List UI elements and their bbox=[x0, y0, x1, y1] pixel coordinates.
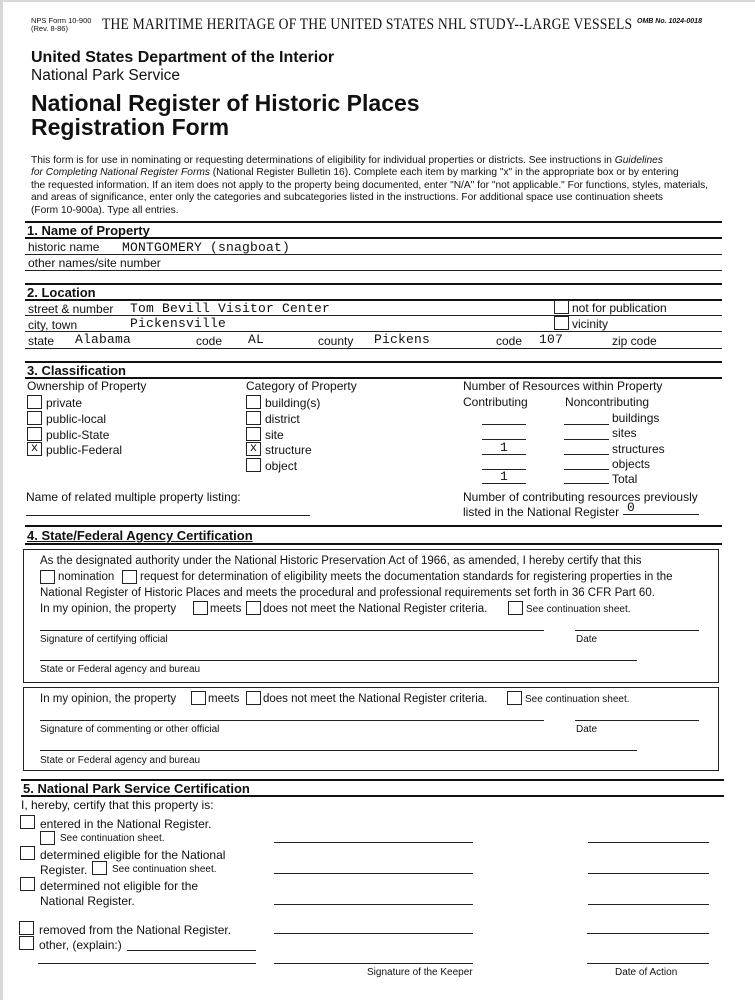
section-2-heading: 2. Location bbox=[27, 285, 96, 300]
cert-statement-line1: As the designated authority under the National Historic Preservation Act of 1966, as amended, I hereby certify that this bbox=[40, 555, 642, 567]
noncontributing-total-field[interactable] bbox=[564, 469, 609, 484]
ownership-public-local-checkbox[interactable] bbox=[27, 411, 42, 425]
historic-name-label: historic name bbox=[28, 240, 100, 254]
date-other[interactable] bbox=[587, 949, 709, 964]
nps-cert-intro: I, hereby, certify that this property is: bbox=[21, 798, 214, 812]
meets-label-2: meets bbox=[208, 693, 240, 705]
meets-checkbox-2[interactable] bbox=[191, 691, 206, 705]
contributing-structures-field[interactable]: 1 bbox=[482, 440, 526, 455]
county-code-field[interactable]: 107 bbox=[539, 332, 564, 347]
city-label: city, town bbox=[28, 318, 78, 332]
resource-structures-label: structures bbox=[612, 442, 665, 456]
multiple-listing-label: Name of related multiple property listing: bbox=[26, 490, 241, 504]
department-name: United States Department of the Interior bbox=[31, 49, 335, 66]
not-eligible-label-2: National Register. bbox=[40, 894, 135, 908]
ownership-public-state-label: public-State bbox=[46, 428, 110, 442]
contributing-total-field[interactable]: 1 bbox=[482, 469, 526, 484]
see-continuation-checkbox-1[interactable] bbox=[508, 601, 523, 615]
commenting-date-label: Date bbox=[576, 724, 598, 735]
zip-code-label: zip code bbox=[612, 334, 657, 348]
eligible-label-1: determined eligible for the National bbox=[40, 848, 226, 862]
category-object-label: object bbox=[265, 459, 298, 473]
ownership-public-federal-checkbox[interactable]: x bbox=[27, 442, 42, 456]
omb-number: OMB No. 1024-0018 bbox=[637, 18, 702, 25]
noncontributing-structures-field[interactable] bbox=[564, 440, 609, 455]
not-for-publication-checkbox[interactable] bbox=[554, 300, 569, 314]
category-site-label: site bbox=[265, 428, 284, 442]
does-not-meet-checkbox-1[interactable] bbox=[246, 601, 261, 615]
study-title: THE MARITIME HERITAGE OF THE UNITED STATES NHL STUDY--LARGE VESSELS bbox=[102, 16, 633, 33]
form-number: NPS Form 10-900 (Rev. 8-86) bbox=[31, 16, 92, 33]
nomination-label: nomination bbox=[58, 571, 115, 583]
commenting-signature-label: Signature of commenting or other official bbox=[40, 724, 220, 735]
county-label: county bbox=[318, 334, 354, 348]
not-eligible-checkbox[interactable] bbox=[20, 877, 35, 891]
eligible-label-2: Register. bbox=[40, 863, 88, 877]
category-structure-checkbox[interactable]: x bbox=[246, 442, 261, 456]
nomination-checkbox[interactable] bbox=[40, 570, 55, 584]
category-district-checkbox[interactable] bbox=[246, 411, 261, 425]
section-1-heading: 1. Name of Property bbox=[27, 223, 150, 238]
commenting-agency-label: State or Federal agency and bureau bbox=[40, 755, 201, 766]
other-names-field[interactable] bbox=[173, 256, 713, 270]
ownership-heading: Ownership of Property bbox=[27, 379, 147, 393]
category-buildings-label: building(s) bbox=[265, 396, 321, 410]
resource-total-label: Total bbox=[612, 472, 638, 486]
section-5-heading: 5. National Park Service Certification bbox=[23, 781, 250, 796]
other-names-label: other names/site number bbox=[28, 256, 161, 270]
other-checkbox[interactable] bbox=[19, 936, 34, 950]
ownership-private-checkbox[interactable] bbox=[27, 395, 42, 409]
eligible-continuation-checkbox[interactable] bbox=[92, 861, 107, 875]
certifying-signature-label: Signature of certifying official bbox=[40, 634, 168, 645]
date-of-action-label: Date of Action bbox=[615, 967, 678, 978]
see-continuation-label-2: See continuation sheet. bbox=[525, 694, 630, 705]
category-object-checkbox[interactable] bbox=[246, 458, 261, 472]
request-determination-label: request for determination of eligibility meets the documentation standards for registering properties in the bbox=[140, 571, 673, 583]
category-structure-label: structure bbox=[265, 443, 312, 457]
street-field[interactable]: Tom Bevill Visitor Center bbox=[130, 301, 331, 316]
state-code-field[interactable]: AL bbox=[248, 332, 265, 347]
see-continuation-label-1: See continuation sheet. bbox=[526, 604, 631, 615]
opinion-label-2: In my opinion, the property bbox=[40, 693, 177, 705]
ownership-private-label: private bbox=[46, 396, 83, 410]
keeper-signature-entered[interactable] bbox=[274, 828, 473, 843]
date-removed[interactable] bbox=[587, 919, 709, 934]
county-field[interactable]: Pickens bbox=[374, 332, 431, 347]
category-heading: Category of Property bbox=[246, 379, 357, 393]
section-4-heading: 4. State/Federal Agency Certification bbox=[27, 528, 253, 543]
state-field[interactable]: Alabama bbox=[75, 332, 132, 347]
meets-label-1: meets bbox=[210, 603, 242, 615]
category-site-checkbox[interactable] bbox=[246, 427, 261, 441]
multiple-listing-field[interactable] bbox=[26, 501, 310, 516]
opinion-label-1: In my opinion, the property bbox=[40, 603, 177, 615]
category-buildings-checkbox[interactable] bbox=[246, 395, 261, 409]
other-explain-field[interactable] bbox=[127, 936, 256, 951]
county-code-label: code bbox=[496, 334, 523, 348]
keeper-signature-label: Signature of the Keeper bbox=[367, 967, 473, 978]
certifying-date-label: Date bbox=[576, 634, 598, 645]
see-continuation-checkbox-2[interactable] bbox=[507, 691, 522, 705]
state-label: state bbox=[28, 334, 55, 348]
not-for-publication-label: not for publication bbox=[572, 301, 667, 315]
not-eligible-label-1: determined not eligible for the bbox=[40, 879, 199, 893]
noncontributing-heading: Noncontributing bbox=[565, 395, 650, 409]
vicinity-label: vicinity bbox=[572, 317, 609, 331]
previously-listed-label-2: listed in the National Register bbox=[463, 505, 620, 519]
resource-sites-label: sites bbox=[612, 426, 637, 440]
noncontributing-sites-field[interactable] bbox=[564, 425, 609, 440]
entered-continuation-label: See continuation sheet. bbox=[60, 833, 165, 844]
resource-buildings-label: buildings bbox=[612, 411, 660, 425]
entered-continuation-checkbox[interactable] bbox=[40, 831, 55, 845]
date-eligible[interactable] bbox=[588, 859, 709, 874]
entered-checkbox[interactable] bbox=[20, 815, 35, 829]
contributing-heading: Contributing bbox=[463, 395, 528, 409]
other-label: other, (explain:) bbox=[39, 938, 122, 952]
keeper-signature-other[interactable] bbox=[274, 949, 473, 964]
agency-name: National Park Service bbox=[31, 67, 181, 84]
date-entered[interactable] bbox=[588, 828, 709, 843]
ownership-public-federal-label: public-Federal bbox=[46, 443, 123, 457]
street-label: street & number bbox=[28, 302, 114, 316]
cert-statement-line3: National Register of Historic Places and meets the procedural and professional requirements set forth in 36 CFR Part 60. bbox=[40, 587, 655, 599]
noncontributing-buildings-field[interactable] bbox=[564, 410, 609, 425]
does-not-meet-label-2: does not meet the National Register criteria. bbox=[263, 693, 488, 705]
meets-checkbox-1[interactable] bbox=[193, 601, 208, 615]
category-district-label: district bbox=[265, 412, 300, 426]
does-not-meet-checkbox-2[interactable] bbox=[246, 691, 261, 705]
does-not-meet-label-1: does not meet the National Register criteria. bbox=[263, 603, 488, 615]
keeper-signature-removed[interactable] bbox=[274, 919, 473, 934]
ownership-public-local-label: public-local bbox=[46, 412, 107, 426]
keeper-signature-eligible[interactable] bbox=[274, 859, 473, 874]
previously-listed-label-1: Number of contributing resources previously bbox=[463, 490, 698, 504]
contributing-objects-field[interactable] bbox=[482, 455, 526, 470]
removed-label: removed from the National Register. bbox=[39, 923, 232, 937]
request-determination-checkbox[interactable] bbox=[122, 570, 137, 584]
resources-heading: Number of Resources within Property bbox=[463, 379, 663, 393]
eligible-continuation-label: See continuation sheet. bbox=[112, 864, 217, 875]
eligible-checkbox[interactable] bbox=[20, 846, 35, 860]
certifying-agency-label: State or Federal agency and bureau bbox=[40, 664, 201, 675]
section-3-heading: 3. Classification bbox=[27, 363, 126, 378]
removed-checkbox[interactable] bbox=[19, 921, 34, 935]
date-not-eligible[interactable] bbox=[588, 890, 709, 905]
entered-label: entered in the National Register. bbox=[40, 817, 212, 831]
state-code-label: code bbox=[196, 334, 223, 348]
historic-name-field[interactable]: MONTGOMERY (snagboat) bbox=[122, 240, 291, 255]
keeper-signature-not-eligible[interactable] bbox=[274, 890, 473, 905]
noncontributing-objects-field[interactable] bbox=[564, 455, 609, 470]
city-field[interactable]: Pickensville bbox=[130, 316, 227, 331]
contributing-buildings-field[interactable] bbox=[482, 410, 526, 425]
resource-objects-label: objects bbox=[612, 457, 651, 471]
previously-listed-field[interactable]: 0 bbox=[623, 500, 699, 515]
vicinity-checkbox[interactable] bbox=[554, 316, 569, 330]
contributing-sites-field[interactable] bbox=[482, 425, 526, 440]
instructions: This form is for use in nominating or requesting determinations of eligibility for individual properties or districts. See instructions in Guidelines for Completing National Register Forms (National Register Bulletin 16). Complete each item by marking "x" in the appropriate box or by entering the requested information. If an item does not apply to the property being documented, enter "N/A" for "not applicable." For functions, styles, materials, and areas of significance, enter only the categories and subcategories listed in the instructions. For additional space use continuation sheets (Form 10-900a). Type all entries. bbox=[31, 155, 709, 216]
page-title: National Register of Historic Places Registration Form bbox=[31, 90, 420, 140]
ownership-public-state-checkbox[interactable] bbox=[27, 427, 42, 441]
